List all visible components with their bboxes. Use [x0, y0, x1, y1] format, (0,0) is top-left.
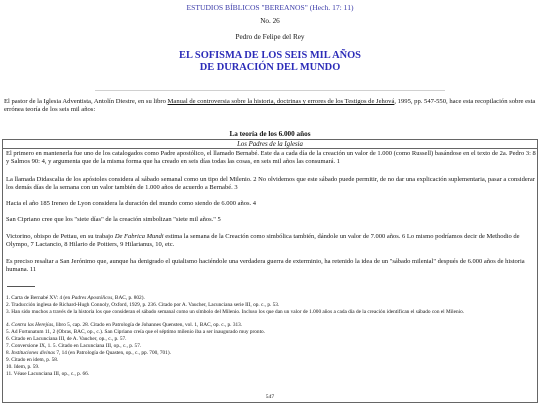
- victorino-lead: Victorino, obispo de Pettau, en su trabajo: [6, 233, 115, 240]
- paragraph-cipriano: San Cipriano cree que los "siete días" de la creación simbolizan "siete mil años." 5: [6, 216, 221, 223]
- paragraph-jeronimo: Es preciso resaltar a San Jerónimo que, aunque ha denigrado el quialismo haciéndole una verdadera guerra de exterminio, ha retenido la idea de un "sábado milenial" después de 6.000 años de historia humana. 11: [6, 258, 525, 274]
- footnote-2: 2. Traducción inglesa de Richard-Hugh Connoly, Oxford, 1929, p. 236. Citado por A. Vaucher, Lacunciana serie III, op. c., p. 53.: [6, 302, 280, 308]
- series-heading: ESTUDIOS BÍBLICOS "BEREANOS" (Hech. 17: 11): [186, 3, 354, 12]
- footnote-8-tail: 7, 14 (en Patrología de Quasten, op., c., pp. 700, 701).: [55, 350, 171, 356]
- box-header: Los Padres de la Iglesia: [3, 140, 537, 149]
- footnote-1-tail: , BAC, p. 802).: [112, 295, 145, 301]
- footnote-5: 5. Ad Fortunatum 11, 2 (Obras, BAC, op., c.). San Cipriano creía que el séptimo milenio iba a ser inaugurado muy pronto.: [6, 329, 266, 335]
- paragraph-victorino: [6, 233, 536, 249]
- footnote-4-lead: 4.: [6, 322, 12, 328]
- section-title: La teoría de los 6.000 años: [229, 130, 311, 138]
- footnote-6: 6. Citado en Lacunciana III, de A. Vaucher, op., c., p. 57.: [6, 336, 127, 342]
- paragraph-didascalia: La llamada Didascalia de los apóstoles considera al sábado semanal como un tipo del Milenio. 2 No olvidemos que este sábado puede permitir, de no dar una explicación suplementaria, pasar a considerar los demás días de la semana con un valor también de 1.000 años de acuerdo a Bernabé. 3: [6, 176, 535, 192]
- footnote-1-work: Padres Apostólicos: [71, 295, 113, 301]
- footnote-4-tail: , libro 5, cap. 28. Citado en Patrología de Johannes Quensten, vol. 1, BAC, op. c., p. 313.: [53, 322, 243, 328]
- footnote-3: 3. Han sido muchos a través de la historia los que consideran el sábado semanal como un símbolo del Milenio. Incluso los que dan un valor de 1.000 años a cada día de la creación identifican el sábado con el Milenio.: [6, 309, 465, 315]
- page-title: [0, 50, 540, 73]
- footnote-8-work: Instituciones divinas: [11, 350, 55, 356]
- work-title: De Fabrica Mundi: [114, 233, 164, 240]
- author-name: Pedro de Felipe del Rey: [235, 33, 305, 41]
- footnote-9: 9. Citado en idem, p. 58.: [6, 357, 59, 363]
- footnote-1-lead: 1. Carta de Bernabé XV: 4 (en: [6, 295, 72, 301]
- horizontal-rule: [95, 90, 445, 91]
- footnote-rule: [7, 286, 35, 287]
- intro-lead: El pastor de la Iglesia Adventista, Antolín Diestre, en su libro: [4, 98, 168, 105]
- footnote-8: [6, 350, 536, 356]
- quote-box: [2, 139, 538, 403]
- title-line-2: DE DURACIÓN DEL MUNDO: [199, 61, 341, 73]
- footnote-10: 10. Idem, p. 59.: [6, 364, 40, 370]
- victorino-tail: estima la semana de la Creación como simbólica también, dándole un valor de 7.000 años. 6 Lo mismo podríamos decir de Methodio de Olympo, 7 Lactancio, 8 Hilario de Poitiers, 9 Hilarianus, 10, etc.: [6, 233, 520, 249]
- issue-number: No. 26: [260, 17, 280, 25]
- intro-tail: , 1995, pp. 547-550, hace esta recopilación sobre esta errónea teoría de los seis mil años:: [4, 98, 536, 114]
- footnote-7: 7. Conversione IX, 1. 5. Citado en Lacunciana III, op., c., p. 57.: [6, 343, 142, 349]
- page-number: 547: [265, 394, 275, 400]
- paragraph-bernabe: El primero en mantenerla fue uno de los catalogados como Padre apostólico, el llamado Bernabé. Este da a cada día de la creación un valor de 1.000 (como Russell) basándose en el texto de 2a. Pedro 3: 8 y Salmos 90: 4, y argumenta que de la misma forma que ha creado en seis días todas las cosas, en seis mil años las consumará. 1: [6, 150, 536, 166]
- intro-paragraph: [4, 98, 536, 114]
- footnote-1: [6, 295, 536, 301]
- paragraph-ireneo: Hacia el año 185 Ireneo de Lyon considera la duración del mundo como siendo de 6.000 años. 4: [6, 200, 256, 207]
- book-title-link[interactable]: Manual de controversia sobre la historia, doctrinas y errores de los Testigos de Jehová: [167, 98, 395, 105]
- footnote-4: [6, 322, 536, 328]
- title-line-1: EL SOFISMA DE LOS SEIS MIL AÑOS: [179, 50, 361, 61]
- footnote-8-lead: 8.: [6, 350, 12, 356]
- footnote-4-work: Contra las Herejías: [11, 322, 54, 328]
- footnote-11: 11. Véase Lacunciana III, op., c., p. 66.: [6, 371, 90, 377]
